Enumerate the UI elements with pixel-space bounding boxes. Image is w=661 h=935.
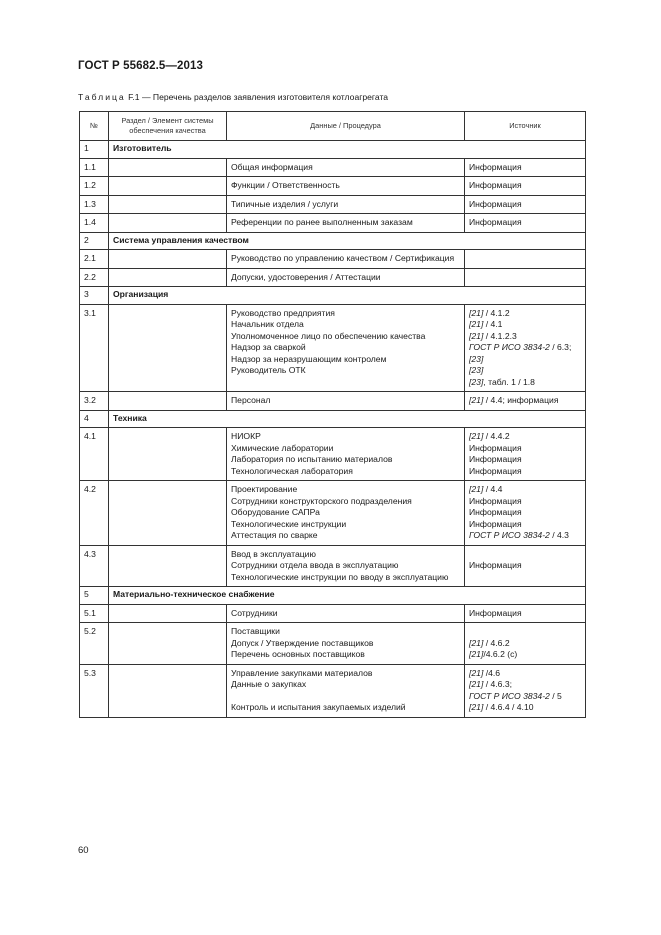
source-text: / 4.1.2 xyxy=(483,307,510,318)
row-data-cell xyxy=(227,623,465,665)
row-data-cell xyxy=(227,545,465,587)
source-line xyxy=(469,679,581,691)
table-row xyxy=(80,623,586,665)
source-reference: [21] xyxy=(469,679,484,689)
manufacturer-statement-table xyxy=(79,111,586,718)
data-line: Перечень основных поставщиков xyxy=(231,649,365,659)
source-line xyxy=(469,691,581,703)
source-text: / 4.4 xyxy=(483,484,503,494)
row-section-cell xyxy=(109,545,227,587)
table-row xyxy=(80,392,586,411)
row-number: 1.3 xyxy=(80,195,109,214)
row-section-cell xyxy=(109,158,227,177)
source-line xyxy=(469,308,581,320)
data-line: Надзор за неразрушающим контролем xyxy=(231,353,387,364)
source-text: /4.6 xyxy=(483,667,501,678)
data-line: Персонал xyxy=(231,395,271,405)
source-text: / 4.6.2 xyxy=(483,637,510,648)
row-number: 2.2 xyxy=(80,268,109,287)
row-number: 5.2 xyxy=(80,623,109,665)
source-text: Информация xyxy=(469,161,522,172)
source-line xyxy=(469,649,581,661)
section-title: Организация xyxy=(109,287,586,305)
source-line xyxy=(469,549,581,561)
row-section-cell xyxy=(109,250,227,269)
data-line xyxy=(231,691,460,703)
table-row xyxy=(80,481,586,546)
source-line xyxy=(469,484,581,496)
source-text: / 4.3 xyxy=(549,530,569,540)
row-data-cell xyxy=(227,604,465,623)
row-source-cell xyxy=(465,664,586,717)
source-line xyxy=(469,443,581,455)
data-line: Лаборатория по испытанию материалов xyxy=(231,454,393,464)
row-data-cell xyxy=(227,214,465,233)
data-line: Допуск / Утверждение поставщиков xyxy=(231,637,374,648)
row-source-cell xyxy=(465,268,586,287)
row-section-cell xyxy=(109,428,227,481)
section-number: 3 xyxy=(80,287,109,305)
table-caption xyxy=(78,92,388,102)
row-number: 1.2 xyxy=(80,177,109,196)
source-line xyxy=(469,519,581,531)
header-data: Данные / Процедура xyxy=(227,112,465,141)
source-line xyxy=(469,180,581,192)
data-line: Общая информация xyxy=(231,161,313,172)
row-source-cell xyxy=(465,195,586,214)
source-reference: ГОСТ Р ИСО 3834-2 xyxy=(469,530,550,540)
section-number: 1 xyxy=(80,141,109,159)
data-line: Допуски, удостоверения / Аттестации xyxy=(231,271,381,282)
row-section-cell xyxy=(109,481,227,546)
data-line: Сотрудники конструкторского подразделения xyxy=(231,495,412,506)
row-data-cell xyxy=(227,158,465,177)
section-row xyxy=(80,141,586,159)
source-line xyxy=(469,354,581,366)
source-line xyxy=(469,365,581,377)
source-text: , табл. 1 / 1.8 xyxy=(483,376,535,387)
source-text: / 4.6.3; xyxy=(483,679,513,689)
source-line xyxy=(469,530,581,542)
row-number: 3.1 xyxy=(80,304,109,392)
data-line: Аттестация по сварке xyxy=(231,530,318,540)
row-number: 1.4 xyxy=(80,214,109,233)
table-header-row xyxy=(80,112,586,141)
data-line: Сотрудники xyxy=(231,607,278,618)
source-reference: [21] xyxy=(469,330,484,341)
section-row xyxy=(80,232,586,250)
page-number: 60 xyxy=(78,845,89,856)
section-number: 2 xyxy=(80,232,109,250)
table-row xyxy=(80,604,586,623)
data-line: Типичные изделия / услуги xyxy=(231,198,339,209)
source-text: / 5 xyxy=(549,690,562,701)
source-text: / 6.3; xyxy=(549,342,572,352)
row-source-cell xyxy=(465,392,586,411)
source-reference: [23] xyxy=(469,353,484,364)
row-number: 4.3 xyxy=(80,545,109,587)
source-reference: [23] xyxy=(469,365,484,375)
data-line: Управление закупками материалов xyxy=(231,667,373,678)
data-line: Проектирование xyxy=(231,484,298,494)
section-number: 5 xyxy=(80,587,109,605)
data-line: Сотрудники отдела ввода в эксплуатацию xyxy=(231,560,399,570)
source-line xyxy=(469,395,581,407)
source-line xyxy=(469,638,581,650)
row-source-cell xyxy=(465,623,586,665)
source-line xyxy=(469,342,581,354)
row-data-cell xyxy=(227,177,465,196)
row-number: 4.2 xyxy=(80,481,109,546)
data-line: Руководство предприятия xyxy=(231,307,335,318)
row-data-cell xyxy=(227,250,465,269)
row-data-cell xyxy=(227,481,465,546)
table-row xyxy=(80,250,586,269)
table-row xyxy=(80,664,586,717)
source-line xyxy=(469,162,581,174)
row-section-cell xyxy=(109,392,227,411)
source-line xyxy=(469,377,581,389)
source-line xyxy=(469,199,581,211)
row-section-cell xyxy=(109,304,227,392)
data-line: НИОКР xyxy=(231,431,261,441)
source-text: Информация xyxy=(469,454,522,464)
row-number: 2.1 xyxy=(80,250,109,269)
source-reference: [21] xyxy=(469,431,484,441)
table-row xyxy=(80,268,586,287)
source-text: Информация xyxy=(469,180,522,190)
table-row xyxy=(80,177,586,196)
source-text: / 4.1.2.3 xyxy=(483,330,517,341)
source-line xyxy=(469,507,581,519)
source-line xyxy=(469,608,581,620)
header-num: № xyxy=(80,112,109,141)
source-line xyxy=(469,668,581,680)
row-section-cell xyxy=(109,623,227,665)
row-source-cell xyxy=(465,545,586,587)
row-section-cell xyxy=(109,195,227,214)
source-text: / 4.4; информация xyxy=(483,395,559,405)
data-line: Референции по ранее выполненным заказам xyxy=(231,217,413,227)
data-line: Технологические инструкции по вводу в эксплуатацию xyxy=(231,571,449,582)
source-text: Информация xyxy=(469,560,522,570)
row-source-cell xyxy=(465,304,586,392)
data-line: Руководство по управлению качеством / Сертификация xyxy=(231,253,455,263)
source-text: Информация xyxy=(469,507,522,517)
table-caption-title: F.1 — Перечень разделов заявления изготовителя котлоагрегата xyxy=(125,92,389,102)
source-line xyxy=(469,626,581,638)
data-line: Руководитель ОТК xyxy=(231,365,306,375)
table-row xyxy=(80,195,586,214)
row-source-cell xyxy=(465,428,586,481)
row-source-cell xyxy=(465,604,586,623)
source-line xyxy=(469,496,581,508)
row-source-cell xyxy=(465,481,586,546)
row-data-cell xyxy=(227,392,465,411)
row-data-cell xyxy=(227,664,465,717)
section-number: 4 xyxy=(80,410,109,428)
source-reference: [21] xyxy=(469,319,484,329)
row-source-cell xyxy=(465,158,586,177)
data-line: Химические лаборатории xyxy=(231,442,334,453)
row-number: 5.1 xyxy=(80,604,109,623)
section-row xyxy=(80,410,586,428)
table-caption-prefix: Таблица xyxy=(78,92,126,102)
data-line: Поставщики xyxy=(231,626,280,636)
source-line xyxy=(469,431,581,443)
source-line xyxy=(469,560,581,572)
table-row xyxy=(80,304,586,392)
section-row xyxy=(80,287,586,305)
source-text: /4.6.2 (c) xyxy=(483,649,518,659)
document-header: ГОСТ Р 55682.5—2013 xyxy=(78,60,203,72)
source-reference: ГОСТ Р ИСО 3834-2 xyxy=(469,690,550,701)
source-text: Информация xyxy=(469,518,522,529)
row-number: 1.1 xyxy=(80,158,109,177)
source-line xyxy=(469,702,581,714)
table-row xyxy=(80,428,586,481)
row-number: 3.2 xyxy=(80,392,109,411)
data-line: Технологические инструкции xyxy=(231,518,347,529)
source-text: / 4.1 xyxy=(483,319,503,329)
row-section-cell xyxy=(109,268,227,287)
source-line xyxy=(469,466,581,478)
row-source-cell xyxy=(465,250,586,269)
data-line: Функции / Ответственность xyxy=(231,180,340,190)
source-line xyxy=(469,319,581,331)
row-section-cell xyxy=(109,664,227,717)
data-line: Начальник отдела xyxy=(231,319,304,329)
source-text: / 4.4.2 xyxy=(483,431,510,441)
data-line: Контроль и испытания закупаемых изделий xyxy=(231,702,406,712)
source-reference: [21] xyxy=(469,637,484,648)
table-row xyxy=(80,545,586,587)
data-line: Уполномоченное лицо по обеспечению качества xyxy=(231,330,426,341)
source-text: Информация xyxy=(469,607,522,618)
source-reference: [21] xyxy=(469,667,484,678)
section-row xyxy=(80,587,586,605)
row-section-cell xyxy=(109,604,227,623)
data-line: Оборудование САПРа xyxy=(231,507,320,517)
source-text: Информация xyxy=(469,495,522,506)
row-section-cell xyxy=(109,177,227,196)
section-title: Система управления качеством xyxy=(109,232,586,250)
source-line xyxy=(469,217,581,229)
row-section-cell xyxy=(109,214,227,233)
source-text: Информация xyxy=(469,198,522,209)
source-text: Информация xyxy=(469,217,522,227)
source-text: / 4.6.4 / 4.10 xyxy=(483,702,534,712)
source-text: Информация xyxy=(469,465,522,476)
row-data-cell xyxy=(227,195,465,214)
source-line xyxy=(469,331,581,343)
section-title: Изготовитель xyxy=(109,141,586,159)
source-reference: [23] xyxy=(469,376,484,387)
source-reference: [21] xyxy=(469,307,484,318)
source-text: Информация xyxy=(469,442,522,453)
header-section: Раздел / Элемент системы обеспечения качества xyxy=(109,112,227,141)
table-row xyxy=(80,214,586,233)
section-title: Техника xyxy=(109,410,586,428)
data-line: Технологическая лаборатория xyxy=(231,465,353,476)
header-source: Источник xyxy=(465,112,586,141)
source-reference: [21] xyxy=(469,395,484,405)
source-reference: [21] xyxy=(469,484,484,494)
row-data-cell xyxy=(227,304,465,392)
data-line: Надзор за сваркой xyxy=(231,342,306,352)
row-number: 4.1 xyxy=(80,428,109,481)
row-source-cell xyxy=(465,177,586,196)
row-source-cell xyxy=(465,214,586,233)
data-line: Данные о закупках xyxy=(231,679,307,689)
row-data-cell xyxy=(227,428,465,481)
source-line xyxy=(469,454,581,466)
section-title: Материально-техническое снабжение xyxy=(109,587,586,605)
source-reference: ГОСТ Р ИСО 3834-2 xyxy=(469,342,550,352)
source-reference: [21] xyxy=(469,649,484,659)
table-row xyxy=(80,158,586,177)
source-reference: [21] xyxy=(469,702,484,712)
row-number: 5.3 xyxy=(80,664,109,717)
data-line: Ввод в эксплуатацию xyxy=(231,548,316,559)
table-body xyxy=(80,141,586,718)
row-data-cell xyxy=(227,268,465,287)
